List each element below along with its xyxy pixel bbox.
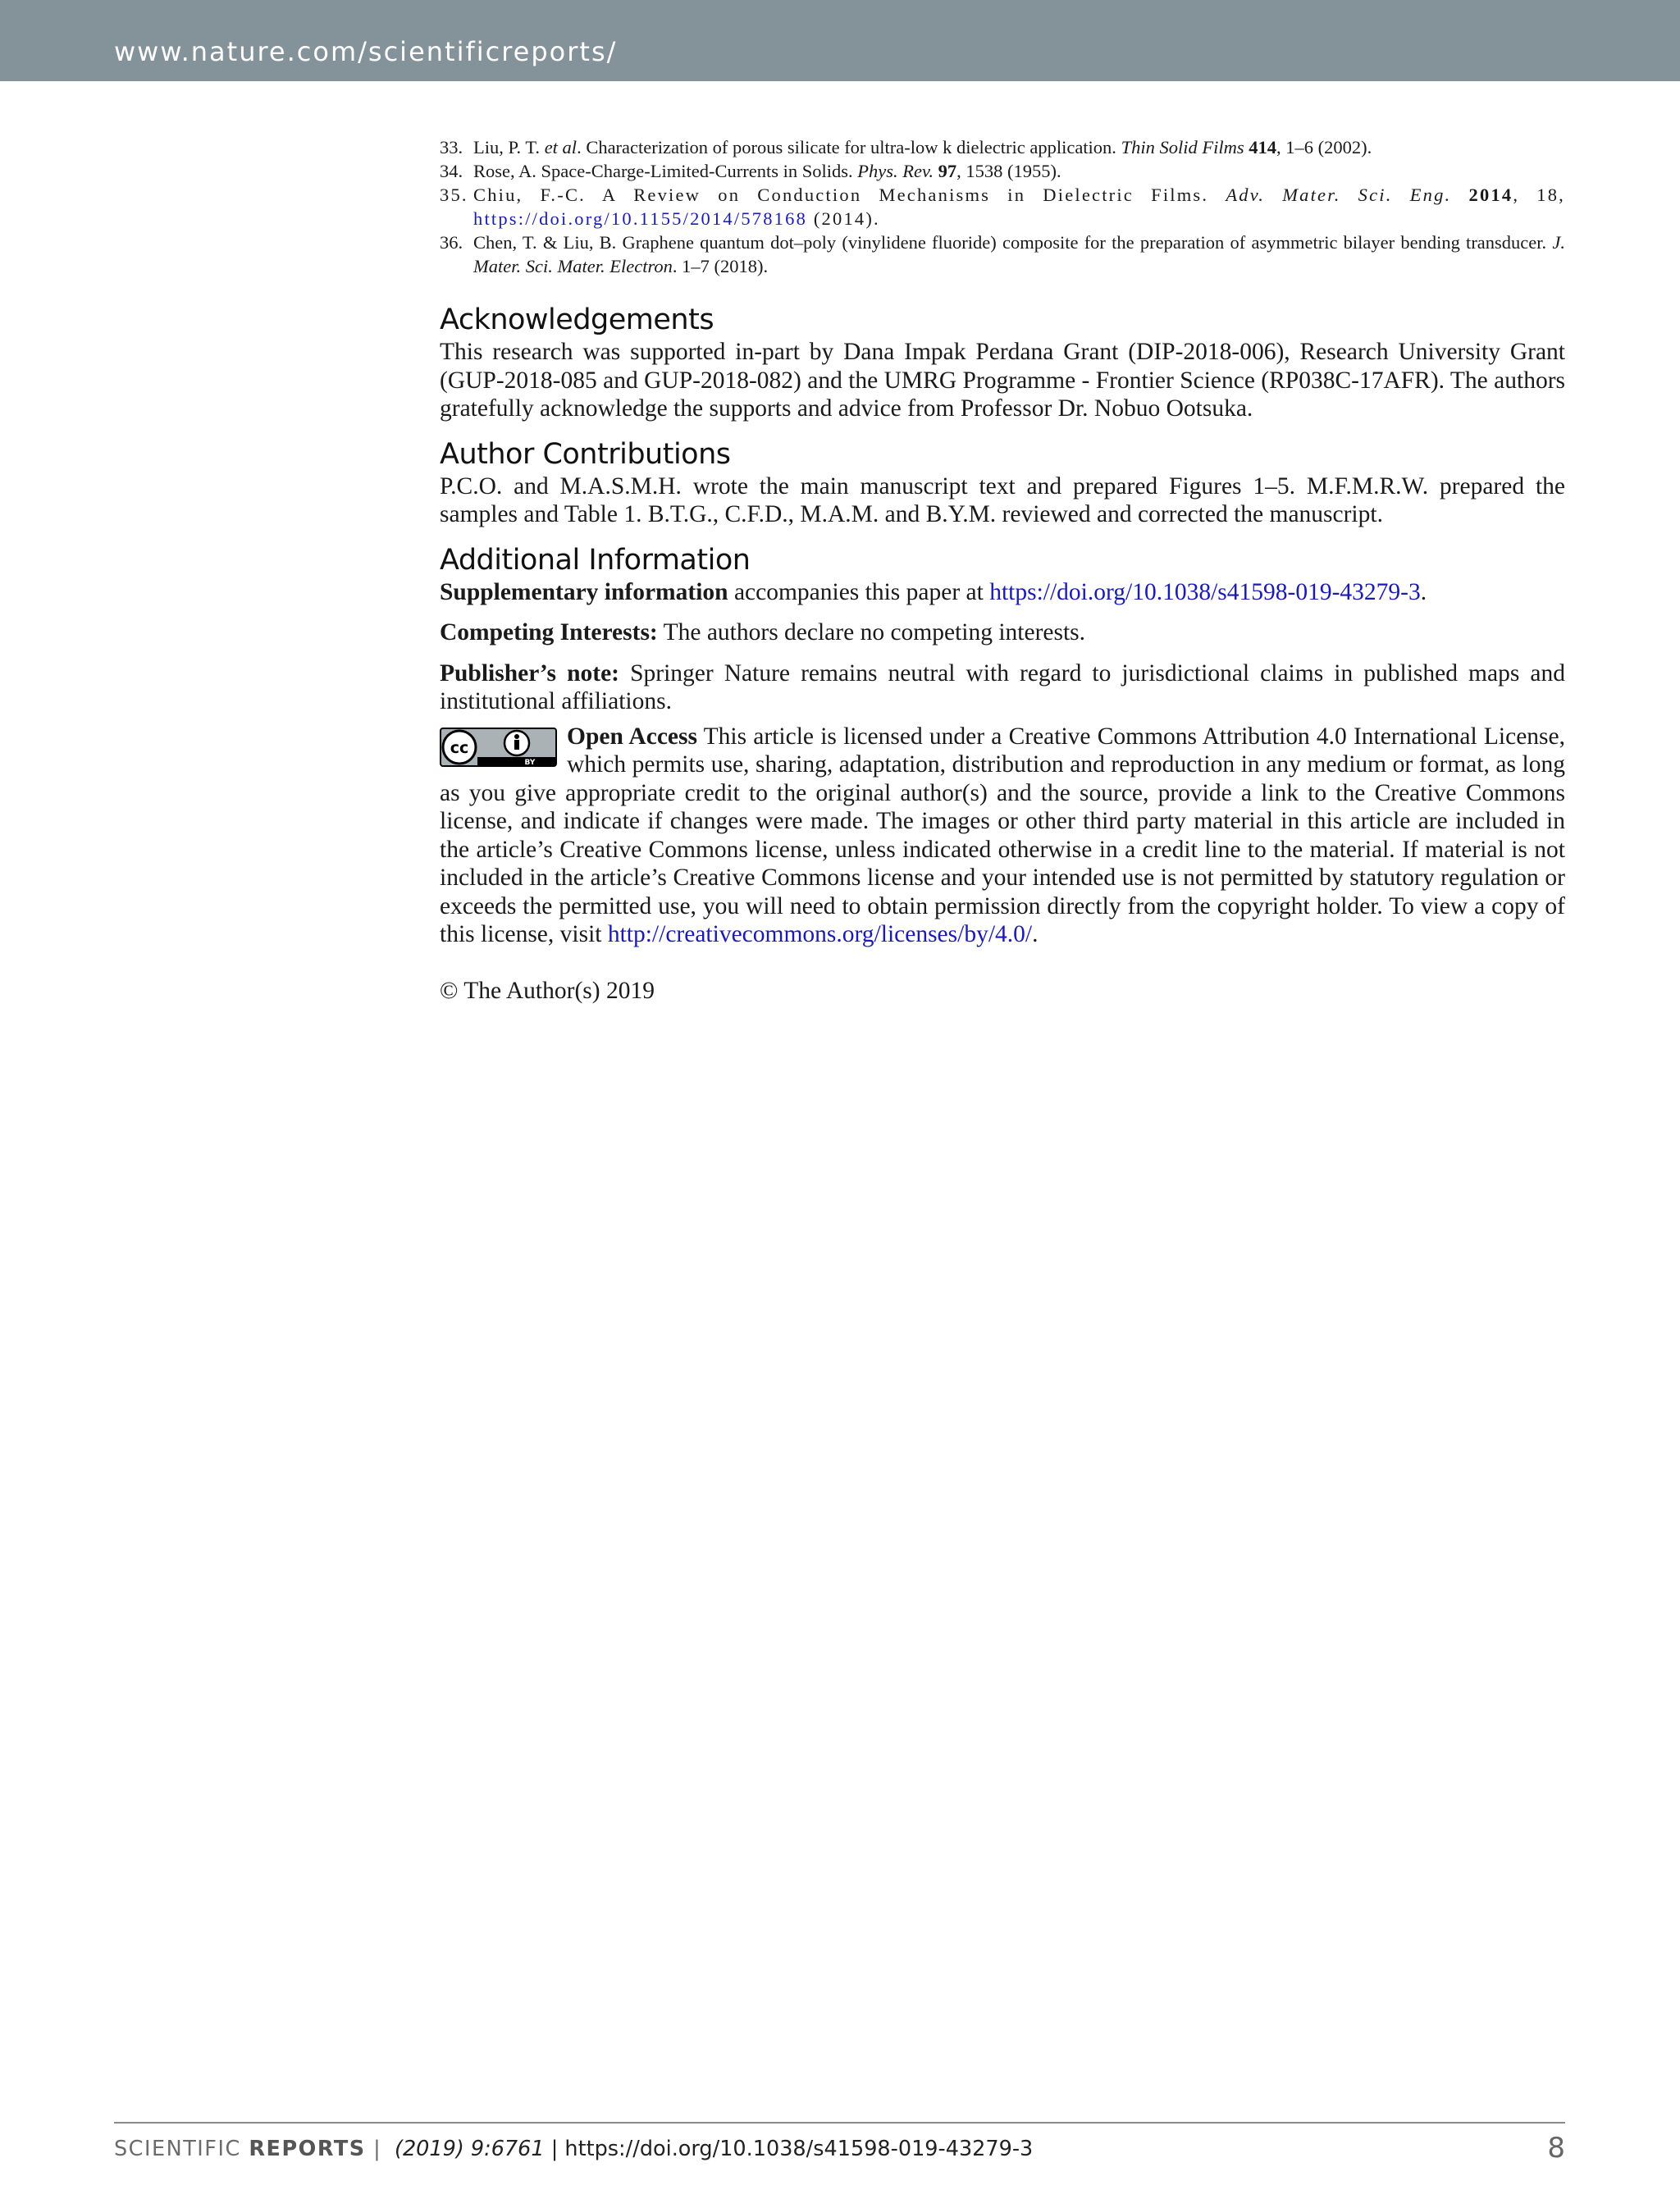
publisher-label: Publisher’s note: (440, 659, 620, 687)
reference-pages: , 1–6 (2002). (1276, 137, 1372, 157)
competing-interests (440, 618, 1565, 647)
copyright: © The Author(s) 2019 (440, 977, 655, 1004)
supplementary-info (440, 578, 1565, 607)
reference-journal: Phys. Rev. (857, 161, 934, 181)
reference-title: Chen, T. & Liu, B. Graphene quantum dot–poly (vinylidene fluoride) composite for the preparation of asymmetric bilayer bending transducer. (473, 232, 1553, 253)
competing-text: The authors declare no competing interests. (657, 619, 1086, 646)
publisher-text: Springer Nature remains neutral with regard to jurisdictional claims in published maps and institutional affiliations. (440, 659, 1565, 714)
reference-item (440, 159, 1565, 183)
open-access-license-text: This article is licensed under a Creative Commons Attribution 4.0 International License, which permits use, sharing, adaptation, distribution and reproduction in any medium or format, as long as you give appropriate credit to the original author(s) and the source, provide a link to the Creative Commons license, and indicate if changes were made. The images or other third party material in this article are included in the article’s Creative Commons license, unless indicated otherwise in a credit line to the material. If material is not included in the article’s Creative Commons license and your intended use is not permitted by statutory regulation or exceeds the permitted use, you will need to obtain permission directly from the copyright holder. To view a copy of this license, visit (440, 723, 1565, 947)
reference-item (440, 183, 1565, 230)
cc-badge-text: BY (524, 758, 536, 767)
publishers-note (440, 659, 1565, 716)
reference-title: Chiu, F.-C. A Review on Conduction Mechanisms in Dielectric Films. (473, 185, 1226, 205)
reference-volume: 97 (938, 161, 957, 181)
cc-by-icon (440, 728, 557, 767)
page-number: 8 (1547, 2132, 1565, 2165)
reference-journal: Adv. Mater. Sci. Eng. (1226, 185, 1452, 205)
reference-pages: , 18, (1513, 185, 1566, 205)
supplementary-text: accompanies this paper at (728, 578, 990, 605)
cc-by-badge[interactable] (440, 728, 557, 767)
journal-name-bold: REPORTS (249, 2137, 366, 2161)
author-contributions-text: P.C.O. and M.A.S.M.H. wrote the main manuscript text and prepared Figures 1–5. M.F.M.R.W. prepared the samples and Table 1. B.T.G., C.F.D., M.A.M. and B.Y.M. reviewed and corrected the manuscript. (440, 472, 1565, 527)
reference-journal: Thin Solid Films (1121, 137, 1244, 157)
acknowledgements-heading: Acknowledgements (440, 303, 714, 336)
reference-number: 34. (440, 161, 463, 181)
reference-year: (2014). (807, 208, 880, 229)
journal-name (114, 2137, 381, 2161)
article-content (440, 135, 1565, 1005)
author-contributions-heading: Author Contributions (440, 437, 731, 471)
license-link[interactable]: http://creativecommons.org/licenses/by/4.0/ (607, 921, 1033, 947)
license-end: . (1032, 921, 1039, 947)
reference-pages: . 1–7 (2018). (672, 256, 769, 276)
reference-pages: , 1538 (1955). (956, 161, 1061, 181)
supplementary-link[interactable]: https://doi.org/10.1038/s41598-019-43279-3 (989, 578, 1421, 605)
reference-volume: 414 (1249, 137, 1276, 157)
reference-number: 35. (440, 185, 468, 205)
additional-information-heading: Additional Information (440, 543, 751, 577)
reference-number: 33. (440, 137, 463, 157)
reference-doi-link[interactable]: https://doi.org/10.1155/2014/578168 (473, 208, 808, 229)
citation-volume: (2019) 9:6761 (395, 2137, 545, 2161)
footer-divider (114, 2122, 1565, 2124)
competing-label: Competing Interests: (440, 619, 658, 646)
reference-list (440, 135, 1565, 278)
reference-number: 36. (440, 232, 463, 253)
header-bar (0, 0, 1680, 81)
footer-citation (395, 2137, 1033, 2161)
reference-authors: Liu, P. T. (473, 137, 545, 157)
page-footer (114, 2132, 1565, 2169)
open-access-block (440, 723, 1565, 949)
svg-text:cc: cc (450, 738, 469, 757)
reference-journal: J. Mater. Sci. Mater. Electron (473, 232, 1565, 276)
reference-title: . Characterization of porous silicate for ultra-low k dielectric application. (577, 137, 1121, 157)
open-access-label: Open Access (567, 723, 697, 750)
reference-item (440, 135, 1565, 159)
supplementary-end: . (1420, 578, 1427, 605)
open-access-text (440, 723, 1565, 949)
reference-etal: et al (544, 137, 578, 157)
journal-name-light: SCIENTIFIC (114, 2137, 249, 2161)
reference-volume: 2014 (1468, 185, 1513, 205)
reference-item (440, 230, 1565, 278)
acknowledgements-text: This research was supported in-part by Dana Impak Perdana Grant (DIP-2018-006), Research University Grant (GUP-2018-085 and GUP-2018-082) and the UMRG Programme - Frontier Science (RP038C-17AFR). The authors gratefully acknowledge the supports and advice from Professor Dr. Nobuo Ootsuka. (440, 339, 1565, 422)
footer-separator: | (365, 2137, 382, 2161)
site-url[interactable]: www.nature.com/scientificreports/ (114, 36, 618, 67)
reference-title: Rose, A. Space-Charge-Limited-Currents in Solids. (473, 161, 858, 181)
footer-doi[interactable]: | https://doi.org/10.1038/s41598-019-43279-3 (544, 2137, 1034, 2161)
supplementary-label: Supplementary information (440, 578, 728, 605)
